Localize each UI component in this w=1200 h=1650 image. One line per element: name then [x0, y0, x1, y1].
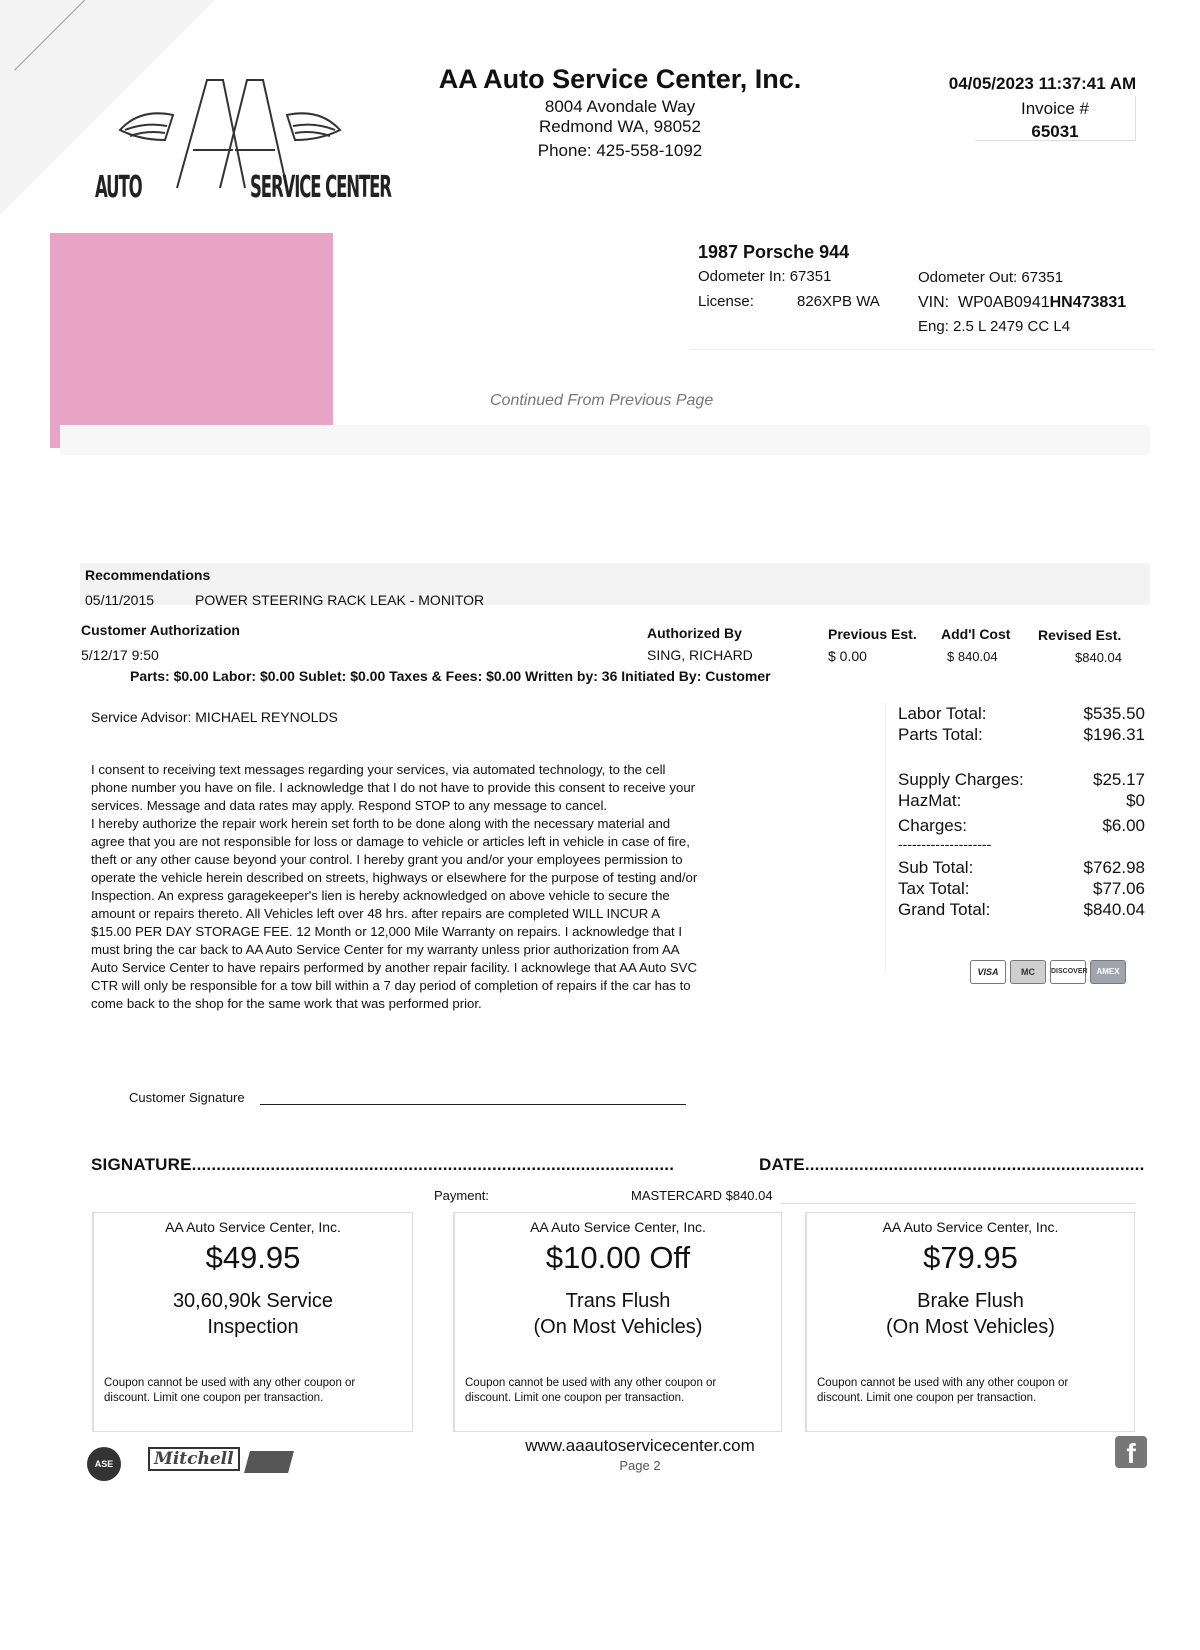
coupon-inspection [92, 1212, 413, 1432]
hazmat-value: $0 [1126, 791, 1145, 810]
signature-line[interactable]: SIGNATURE.................................................................................................. [91, 1155, 675, 1174]
authorized-by-header: Authorized By [647, 625, 742, 641]
parts-total-value: $196.31 [1083, 725, 1145, 744]
coupon-trans-flush [453, 1212, 782, 1432]
coupon-line2: (On Most Vehicles) [886, 1316, 1055, 1338]
supply-charges-value: $25.17 [1093, 770, 1145, 789]
vin [918, 294, 1126, 312]
coupon-brake-flush [805, 1212, 1135, 1432]
payment-card-logo-icon [244, 1451, 294, 1473]
coupon-line1: 30,60,90k Service [172, 1290, 334, 1312]
ase-logo-icon: ASE [87, 1447, 121, 1481]
labor-total-label: Labor Total: [898, 704, 987, 723]
coupon-price: $49.95 [205, 1240, 301, 1275]
phone: Phone: 425-558-1092 [537, 141, 703, 160]
invoice-number: 65031 [1031, 122, 1079, 141]
vin-prefix: WP0AB0941 [958, 294, 1050, 311]
facebook-icon[interactable]: f [1115, 1436, 1147, 1468]
totals-border [885, 703, 886, 973]
logo-text-left: AUTO [95, 170, 142, 205]
service-advisor: Service Advisor: MICHAEL REYNOLDS [91, 709, 338, 725]
amex-icon: AMEX [1090, 960, 1126, 984]
supply-charges-label: Supply Charges: [898, 770, 1024, 789]
recommendation-date: 05/11/2015 [85, 592, 155, 608]
engine: Eng: 2.5 L 2479 CC L4 [918, 318, 1071, 335]
shop-logo [95, 70, 391, 210]
hazmat-label: HazMat: [898, 791, 962, 810]
authorization-summary: Parts: $0.00 Labor: $0.00 Sublet: $0.00 Taxes & Fees: $0.00 Written by: 36 Initiated By: Customer [130, 668, 771, 684]
authorization-heading: Customer Authorization [81, 622, 240, 638]
grand-total-label: Grand Total: [898, 900, 991, 919]
authorization-datetime: 5/12/17 9:50 [81, 647, 159, 663]
coupon-shop: AA Auto Service Center, Inc. [882, 1219, 1059, 1235]
address-line-2: Redmond WA, 98052 [539, 117, 701, 136]
coupon-shop: AA Auto Service Center, Inc. [530, 1219, 706, 1235]
coupon-description [455, 1288, 781, 1340]
mastercard-icon: MC [1010, 960, 1046, 984]
tax-total-label: Tax Total: [898, 879, 970, 898]
vehicle-divider [690, 349, 1155, 350]
vin-suffix: HN473831 [1049, 294, 1127, 311]
visa-icon: VISA [970, 960, 1006, 984]
continued-from-previous: Continued From Previous Page [490, 392, 714, 409]
payment-label: Payment: [434, 1188, 489, 1203]
coupon-line2: (On Most Vehicles) [533, 1316, 703, 1338]
customer-signature-line[interactable] [260, 1103, 686, 1105]
sub-total-label: Sub Total: [898, 858, 974, 877]
sub-total-value: $762.98 [1083, 858, 1145, 877]
coupon-shop: AA Auto Service Center, Inc. [165, 1219, 341, 1235]
coupon-line1: Trans Flush [565, 1290, 671, 1312]
totals-divider: -------------------- [898, 836, 992, 852]
address-line-1: 8004 Avondale Way [544, 97, 696, 116]
payment-value: MASTERCARD $840.04 [631, 1188, 773, 1203]
accepted-cards [970, 960, 1130, 984]
consent-text [91, 761, 701, 1013]
charges-label: Charges: [898, 816, 967, 835]
coupon-note: Coupon cannot be used with any other coupon or discount. Limit one coupon per transaction. [817, 1377, 1069, 1404]
vehicle-title: 1987 Porsche 944 [698, 242, 850, 262]
addl-cost-value: $ 840.04 [947, 649, 998, 664]
coupon-price: $79.95 [923, 1240, 1018, 1275]
license-label: License: [698, 293, 754, 310]
coupon-description [807, 1288, 1134, 1340]
tax-total-value: $77.06 [1093, 879, 1145, 898]
recommendation-text: POWER STEERING RACK LEAK - MONITOR [195, 592, 485, 608]
odometer-in: Odometer In: 67351 [698, 268, 832, 285]
odometer-out: Odometer Out: 67351 [918, 269, 1064, 286]
authorized-by-value: SING, RICHARD [647, 647, 753, 663]
consent-sms: I consent to receiving text messages regarding your services, via automated technology, to the cell phone number you have on file. I acknowledge that I do not have to provide this consent to receive your services. Message and data rates may apply. Respond STOP to any message to cancel. [91, 762, 696, 813]
revised-est-value: $840.04 [1075, 650, 1122, 665]
revised-est-header: Revised Est. [1038, 627, 1122, 643]
website-link[interactable]: www.aaautoservicecenter.com [525, 1436, 755, 1455]
invoice-datetime: 04/05/2023 11:37:41 AM [948, 74, 1137, 93]
charges-value: $6.00 [1102, 816, 1145, 835]
date-line[interactable]: DATE..................................................................... [759, 1155, 1145, 1174]
consent-authorization: I hereby authorize the repair work herein set forth to be done along with the necessary material and agree that you are not responsible for loss or damage to vehicle or articles left in vehicle in case of fire, theft or any other cause beyond your control. I hereby grant you and/or your employees permission to operate the vehicle herein described on streets, highways or elsewhere for the purpose of testing and/or Inspection. An express garagekeeper's lien is hereby acknowledged on above vehicle to secure the amount or repairs thereto. All Vehicles left over 48 hrs. after repairs are completed WILL INCUR A $15.00 PER DAY STORAGE FEE. 12 Month or 12,000 Mile Warranty on repairs. I acknowledge that I must bring the car back to AA Auto Service Center for my warranty unless prior authorization from AA Auto Service Center to have repairs performed by another repair facility. I acknowlege that AA Auto SVC CTR will only be responsible for a tow bill within a 7 day period of completion of repairs if the car has to come back to the shop for the same work that was performed prior. [91, 816, 698, 1011]
coupon-description [94, 1288, 412, 1340]
vin-label: VIN: [918, 294, 950, 311]
previous-est-value: $ 0.00 [828, 648, 867, 664]
coupon-note: Coupon cannot be used with any other coupon or discount. Limit one coupon per transaction. [104, 1377, 356, 1404]
grand-total-value: $840.04 [1083, 900, 1145, 919]
labor-total-value: $535.50 [1083, 704, 1145, 723]
coupon-note: Coupon cannot be used with any other coupon or discount. Limit one coupon per transaction. [465, 1377, 717, 1404]
license-value: 826XPB WA [797, 293, 880, 310]
shop-name: AA Auto Service Center, Inc. [438, 64, 802, 94]
coupon-line2: Inspection [207, 1316, 299, 1338]
previous-est-header: Previous Est. [828, 626, 917, 642]
addl-cost-header: Add'l Cost [941, 626, 1011, 642]
logo-text-right: SERVICE CENTER [250, 170, 391, 205]
coupon-line1: Brake Flush [917, 1290, 1024, 1312]
page-number: Page 2 [619, 1458, 661, 1473]
mitchell-logo-icon: Mitchell [148, 1447, 240, 1471]
recommendations-heading: Recommendations [85, 567, 211, 583]
parts-total-label: Parts Total: [898, 725, 983, 744]
coupon-price: $10.00 Off [545, 1240, 691, 1275]
invoice-label: Invoice # [1020, 99, 1090, 118]
payment-divider [780, 1203, 1135, 1204]
redacted-customer-block [50, 233, 333, 448]
bleed-through-band-top [60, 425, 1150, 455]
discover-icon: DISCOVER [1050, 960, 1086, 984]
customer-signature-label: Customer Signature [129, 1090, 245, 1105]
